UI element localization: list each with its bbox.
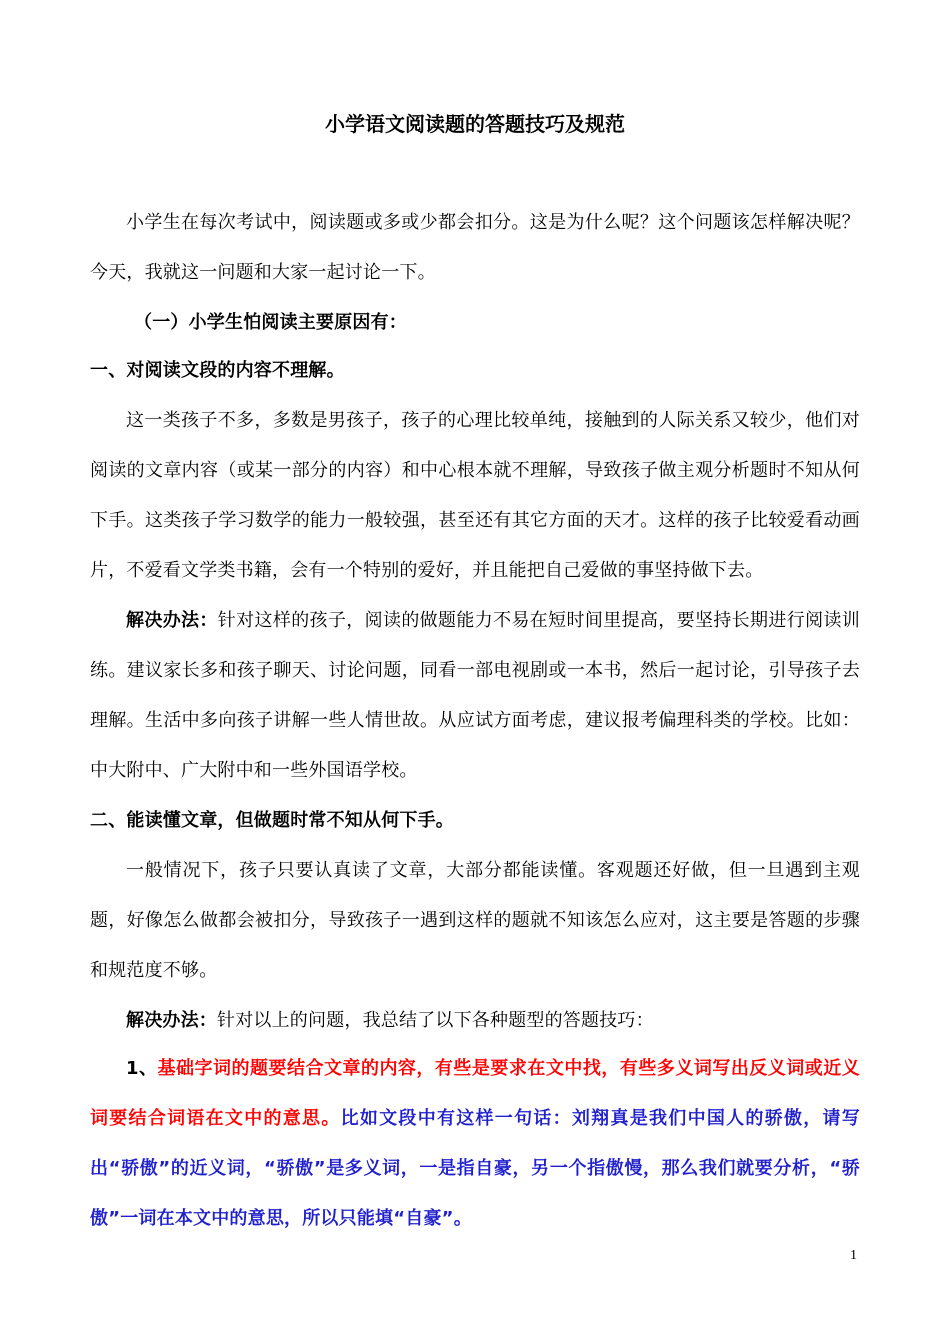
page-number: 1 (850, 1248, 857, 1263)
tip-number: 1、 (126, 1058, 158, 1079)
section-heading: （一）小学生怕阅读主要原因有： (134, 312, 407, 333)
intro-paragraph: 小学生在每次考试中，阅读题或多或少都会扣分。这是为什么呢？这个问题该怎样解决呢？今天，我就这一问题和大家一起讨论一下。 (90, 212, 860, 283)
reason1-body: 这一类孩子不多，多数是男孩子，孩子的心理比较单纯，接触到的人际关系又较少，他们对阅读的文章内容（或某一部分的内容）和中心根本就不理解，导致孩子做主观分析题时不知从何下手。这类孩子学习数学的能力一般较强，甚至还有其它方面的天才。这样的孩子比较爱看动画片，不爱看文学类书籍，会有一个特别的爱好，并且能把自己爱做的事坚持做下去。 (90, 410, 860, 581)
reason1-solution (90, 596, 860, 796)
tip1-paragraph (90, 1044, 860, 1244)
reason1-heading: 一、对阅读文段的内容不理解。 (90, 360, 345, 381)
solution-label: 解决办法： (126, 1010, 217, 1031)
reason2-heading: 二、能读懂文章，但做题时常不知从何下手。 (90, 810, 454, 831)
solution-text: 针对以上的问题，我总结了以下各种题型的答题技巧： (217, 1010, 654, 1031)
solution-label: 解决办法： (126, 610, 218, 631)
tip-blue-text: 比如文段中有这样一句话：刘翔真是我们中国人的骄傲，请写出“骄傲”的近义词，“骄傲”是多义词，一是指自豪，另一个指傲慢，那么我们就要分析，“骄傲”一词在本文中的意思，所以只能填“自豪”。 (90, 1108, 860, 1229)
document-title: 小学语文阅读题的答题技巧及规范 (325, 112, 625, 136)
reason2-solution (90, 996, 860, 1046)
solution-text: 针对这样的孩子，阅读的做题能力不易在短时间里提高，要坚持长期进行阅读训练。建议家长多和孩子聊天、讨论问题，同看一部电视剧或一本书，然后一起讨论，引导孩子去理解。生活中多向孩子讲解一些人情世故。从应试方面考虑，建议报考偏理科类的学校。比如：中大附中、广大附中和一些外国语学校。 (90, 610, 861, 781)
tip-red-text: 基础字词的题要结合文章的内容，有些是要求在文中找，有些多义词写出反义词或近义词要结合词语在文中的意思。 (90, 1058, 860, 1129)
reason2-body: 一般情况下，孩子只要认真读了文章，大部分都能读懂。客观题还好做，但一旦遇到主观题，好像怎么做都会被扣分，导致孩子一遇到这样的题就不知该怎么应对，这主要是答题的步骤和规范度不够。 (90, 860, 860, 981)
